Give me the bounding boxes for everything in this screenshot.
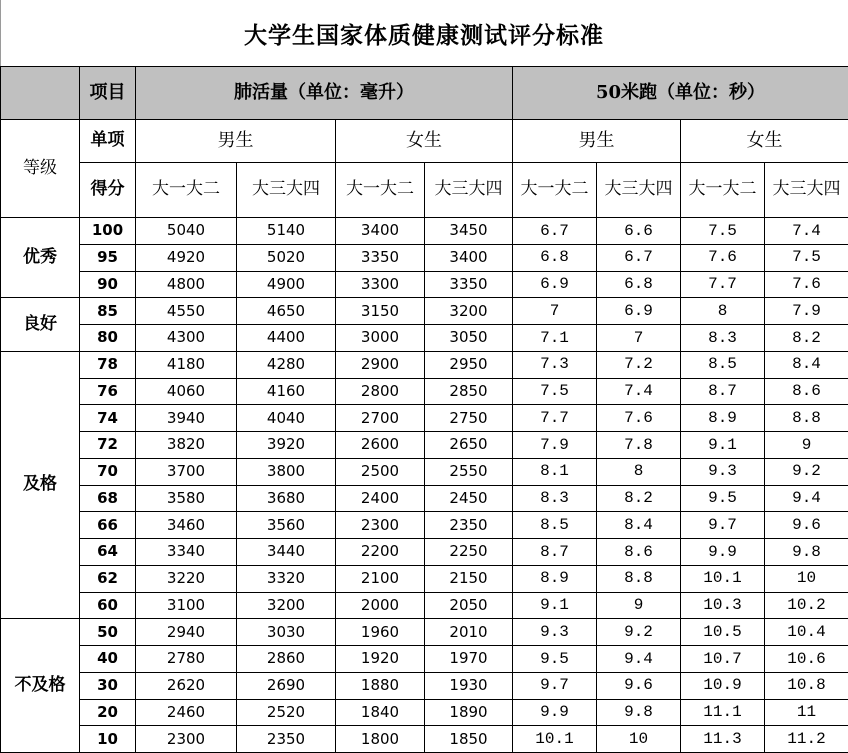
value-cell-rm12: 6.7 xyxy=(513,218,597,245)
value-cell-rm34: 9.8 xyxy=(597,699,681,726)
value-cell-vf34: 3400 xyxy=(425,244,513,271)
value-cell-vm34: 3030 xyxy=(237,619,336,646)
value-cell-rm34: 10 xyxy=(597,726,681,753)
value-cell-vm34: 5020 xyxy=(237,244,336,271)
value-cell-rm12: 7.9 xyxy=(513,432,597,459)
value-cell-rf34: 7.6 xyxy=(765,271,848,298)
value-cell-rf12: 10.1 xyxy=(681,565,765,592)
score-cell: 85 xyxy=(80,298,136,325)
value-cell-vf12: 2500 xyxy=(336,458,425,485)
value-cell-vm34: 3680 xyxy=(237,485,336,512)
value-cell-rm12: 7.1 xyxy=(513,325,597,352)
value-cell-vm34: 3920 xyxy=(237,432,336,459)
value-cell-rf34: 8.8 xyxy=(765,405,848,432)
table-row xyxy=(1,244,848,271)
run-female-y12-header: 大一大二 xyxy=(681,163,765,218)
value-cell-vm34: 4040 xyxy=(237,405,336,432)
value-cell-rf34: 11 xyxy=(765,699,848,726)
value-cell-rf34: 10.4 xyxy=(765,619,848,646)
header-row-years xyxy=(1,163,848,218)
table-row xyxy=(1,672,848,699)
value-cell-rm34: 9.6 xyxy=(597,672,681,699)
score-cell: 10 xyxy=(80,726,136,753)
value-cell-vf34: 1890 xyxy=(425,699,513,726)
run-male-header: 男生 xyxy=(513,120,681,163)
value-cell-rf34: 9.2 xyxy=(765,458,848,485)
value-cell-rf34: 10.6 xyxy=(765,646,848,673)
value-cell-rm34: 9.2 xyxy=(597,619,681,646)
value-cell-rf34: 8.4 xyxy=(765,351,848,378)
value-cell-rm12: 9.9 xyxy=(513,699,597,726)
value-cell-vf34: 2850 xyxy=(425,378,513,405)
value-cell-vf34: 2450 xyxy=(425,485,513,512)
single-item-label: 单项 xyxy=(80,120,136,163)
value-cell-vm34: 3200 xyxy=(237,592,336,619)
run-50m-header: 50米跑（单位：秒） xyxy=(513,67,848,120)
value-cell-vf12: 2800 xyxy=(336,378,425,405)
vital-female-y12-header: 大一大二 xyxy=(336,163,425,218)
value-cell-rf12: 9.5 xyxy=(681,485,765,512)
table-row xyxy=(1,432,848,459)
value-cell-rm12: 8.5 xyxy=(513,512,597,539)
score-cell: 64 xyxy=(80,539,136,566)
value-cell-rf12: 11.1 xyxy=(681,699,765,726)
value-cell-rf34: 7.9 xyxy=(765,298,848,325)
value-cell-rm12: 7 xyxy=(513,298,597,325)
value-cell-rm12: 9.7 xyxy=(513,672,597,699)
value-cell-vf34: 3450 xyxy=(425,218,513,245)
value-cell-rf34: 7.5 xyxy=(765,244,848,271)
vital-capacity-header: 肺活量（单位：毫升） xyxy=(136,67,513,120)
value-cell-rm34: 9.4 xyxy=(597,646,681,673)
value-cell-vf12: 1920 xyxy=(336,646,425,673)
value-cell-vm12: 4550 xyxy=(136,298,237,325)
run-male-y12-header: 大一大二 xyxy=(513,163,597,218)
value-cell-vm12: 2460 xyxy=(136,699,237,726)
value-cell-rf34: 9.6 xyxy=(765,512,848,539)
value-cell-rm34: 8.4 xyxy=(597,512,681,539)
value-cell-rf34: 11.2 xyxy=(765,726,848,753)
value-cell-vf34: 2650 xyxy=(425,432,513,459)
score-cell: 50 xyxy=(80,619,136,646)
score-cell: 76 xyxy=(80,378,136,405)
value-cell-vm12: 4920 xyxy=(136,244,237,271)
value-cell-vm12: 4180 xyxy=(136,351,237,378)
value-cell-rf12: 8.9 xyxy=(681,405,765,432)
value-cell-vm34: 4400 xyxy=(237,325,336,352)
table-row xyxy=(1,351,848,378)
value-cell-vm12: 2620 xyxy=(136,672,237,699)
value-cell-vf12: 2100 xyxy=(336,565,425,592)
score-cell: 74 xyxy=(80,405,136,432)
value-cell-vf12: 2700 xyxy=(336,405,425,432)
value-cell-vf12: 3000 xyxy=(336,325,425,352)
vital-female-y34-header: 大三大四 xyxy=(425,163,513,218)
value-cell-rf12: 8.3 xyxy=(681,325,765,352)
value-cell-vf34: 1930 xyxy=(425,672,513,699)
page-title: 大学生国家体质健康测试评分标准 xyxy=(244,21,604,49)
value-cell-rm12: 7.7 xyxy=(513,405,597,432)
value-cell-vf34: 2150 xyxy=(425,565,513,592)
score-cell: 60 xyxy=(80,592,136,619)
value-cell-vm34: 5140 xyxy=(237,218,336,245)
value-cell-rm12: 9.1 xyxy=(513,592,597,619)
table-row xyxy=(1,646,848,673)
value-cell-rf34: 9.8 xyxy=(765,539,848,566)
value-cell-vm12: 2300 xyxy=(136,726,237,753)
value-cell-rm34: 6.7 xyxy=(597,244,681,271)
value-cell-vf34: 3350 xyxy=(425,271,513,298)
value-cell-rm34: 6.6 xyxy=(597,218,681,245)
table-row xyxy=(1,218,848,245)
value-cell-rm12: 9.3 xyxy=(513,619,597,646)
value-cell-vm34: 2520 xyxy=(237,699,336,726)
value-cell-rm12: 6.8 xyxy=(513,244,597,271)
value-cell-rf12: 8 xyxy=(681,298,765,325)
value-cell-rm12: 7.5 xyxy=(513,378,597,405)
value-cell-vf12: 2600 xyxy=(336,432,425,459)
value-cell-vm34: 2350 xyxy=(237,726,336,753)
value-cell-vf34: 1970 xyxy=(425,646,513,673)
value-cell-vf12: 3350 xyxy=(336,244,425,271)
table-row xyxy=(1,726,848,753)
value-cell-vm34: 4160 xyxy=(237,378,336,405)
score-label: 得分 xyxy=(80,163,136,218)
value-cell-rm34: 7.2 xyxy=(597,351,681,378)
value-cell-rm34: 6.9 xyxy=(597,298,681,325)
value-cell-vf34: 2550 xyxy=(425,458,513,485)
value-cell-rm34: 8.6 xyxy=(597,539,681,566)
grade-cell: 及格 xyxy=(1,351,80,619)
value-cell-rm34: 6.8 xyxy=(597,271,681,298)
score-cell: 68 xyxy=(80,485,136,512)
value-cell-rm34: 7.6 xyxy=(597,405,681,432)
value-cell-rm34: 8.2 xyxy=(597,485,681,512)
value-cell-rf12: 7.5 xyxy=(681,218,765,245)
value-cell-rm34: 8 xyxy=(597,458,681,485)
value-cell-rf12: 9.3 xyxy=(681,458,765,485)
score-cell: 30 xyxy=(80,672,136,699)
value-cell-rm12: 9.5 xyxy=(513,646,597,673)
value-cell-rf34: 10.2 xyxy=(765,592,848,619)
value-cell-vm12: 3580 xyxy=(136,485,237,512)
value-cell-vf12: 2400 xyxy=(336,485,425,512)
value-cell-vf12: 1960 xyxy=(336,619,425,646)
value-cell-rm12: 8.9 xyxy=(513,565,597,592)
table-row xyxy=(1,325,848,352)
table-row xyxy=(1,298,848,325)
value-cell-vm12: 3700 xyxy=(136,458,237,485)
header-row-sections xyxy=(1,67,848,120)
value-cell-vf34: 1850 xyxy=(425,726,513,753)
value-cell-vf34: 3050 xyxy=(425,325,513,352)
value-cell-vf12: 1840 xyxy=(336,699,425,726)
score-cell: 100 xyxy=(80,218,136,245)
value-cell-rf34: 8.6 xyxy=(765,378,848,405)
value-cell-vf12: 1880 xyxy=(336,672,425,699)
value-cell-rf12: 9.1 xyxy=(681,432,765,459)
value-cell-rf12: 11.3 xyxy=(681,726,765,753)
score-cell: 40 xyxy=(80,646,136,673)
table-row xyxy=(1,539,848,566)
value-cell-rf34: 10.8 xyxy=(765,672,848,699)
value-cell-vm34: 3560 xyxy=(237,512,336,539)
table-row xyxy=(1,699,848,726)
value-cell-rf12: 10.9 xyxy=(681,672,765,699)
value-cell-vm12: 3220 xyxy=(136,565,237,592)
value-cell-rm34: 7 xyxy=(597,325,681,352)
grade-cell: 优秀 xyxy=(1,218,80,298)
value-cell-rm12: 8.3 xyxy=(513,485,597,512)
score-cell: 66 xyxy=(80,512,136,539)
table-row xyxy=(1,271,848,298)
vital-male-y34-header: 大三大四 xyxy=(237,163,336,218)
value-cell-vf34: 2950 xyxy=(425,351,513,378)
value-cell-vf34: 2750 xyxy=(425,405,513,432)
value-cell-vm34: 2690 xyxy=(237,672,336,699)
grade-cell: 良好 xyxy=(1,298,80,352)
value-cell-rf12: 10.5 xyxy=(681,619,765,646)
value-cell-rm34: 7.4 xyxy=(597,378,681,405)
value-cell-vm12: 3460 xyxy=(136,512,237,539)
vital-male-y12-header: 大一大二 xyxy=(136,163,237,218)
value-cell-rm34: 7.8 xyxy=(597,432,681,459)
value-cell-rf12: 8.7 xyxy=(681,378,765,405)
value-cell-vf34: 3200 xyxy=(425,298,513,325)
score-cell: 80 xyxy=(80,325,136,352)
vital-female-header: 女生 xyxy=(336,120,513,163)
score-cell: 78 xyxy=(80,351,136,378)
score-standard-table xyxy=(0,66,848,753)
value-cell-vm12: 4300 xyxy=(136,325,237,352)
run-female-y34-header: 大三大四 xyxy=(765,163,848,218)
value-cell-vm34: 4900 xyxy=(237,271,336,298)
table-row xyxy=(1,405,848,432)
vital-male-header: 男生 xyxy=(136,120,336,163)
value-cell-vm34: 4650 xyxy=(237,298,336,325)
value-cell-vm12: 5040 xyxy=(136,218,237,245)
grade-header: 等级 xyxy=(1,120,80,218)
value-cell-vm34: 3320 xyxy=(237,565,336,592)
value-cell-rm12: 10.1 xyxy=(513,726,597,753)
table-row xyxy=(1,378,848,405)
value-cell-vm34: 3800 xyxy=(237,458,336,485)
item-label: 项目 xyxy=(80,67,136,120)
value-cell-vf12: 2200 xyxy=(336,539,425,566)
value-cell-vm34: 2860 xyxy=(237,646,336,673)
value-cell-vf12: 3300 xyxy=(336,271,425,298)
table-row xyxy=(1,565,848,592)
value-cell-rf34: 8.2 xyxy=(765,325,848,352)
table-row xyxy=(1,619,848,646)
value-cell-rf12: 8.5 xyxy=(681,351,765,378)
value-cell-rf34: 9 xyxy=(765,432,848,459)
table-row xyxy=(1,592,848,619)
score-cell: 95 xyxy=(80,244,136,271)
value-cell-rf12: 7.6 xyxy=(681,244,765,271)
value-cell-rf34: 7.4 xyxy=(765,218,848,245)
value-cell-rm12: 8.1 xyxy=(513,458,597,485)
value-cell-vf12: 3400 xyxy=(336,218,425,245)
value-cell-rm34: 9 xyxy=(597,592,681,619)
value-cell-vm12: 4060 xyxy=(136,378,237,405)
value-cell-rf34: 9.4 xyxy=(765,485,848,512)
value-cell-vf34: 2050 xyxy=(425,592,513,619)
value-cell-rf34: 10 xyxy=(765,565,848,592)
value-cell-vm34: 4280 xyxy=(237,351,336,378)
value-cell-vm12: 2780 xyxy=(136,646,237,673)
value-cell-vf12: 2900 xyxy=(336,351,425,378)
score-cell: 70 xyxy=(80,458,136,485)
grade-cell: 不及格 xyxy=(1,619,80,753)
value-cell-vm12: 3340 xyxy=(136,539,237,566)
value-cell-vf34: 2350 xyxy=(425,512,513,539)
value-cell-rf12: 7.7 xyxy=(681,271,765,298)
value-cell-rm12: 7.3 xyxy=(513,351,597,378)
run-female-header: 女生 xyxy=(681,120,848,163)
value-cell-vm34: 3440 xyxy=(237,539,336,566)
value-cell-rm12: 6.9 xyxy=(513,271,597,298)
value-cell-vm12: 4800 xyxy=(136,271,237,298)
value-cell-vf34: 2250 xyxy=(425,539,513,566)
score-cell: 20 xyxy=(80,699,136,726)
header-row-gender xyxy=(1,120,848,163)
value-cell-rf12: 10.7 xyxy=(681,646,765,673)
table-row xyxy=(1,512,848,539)
value-cell-vm12: 2940 xyxy=(136,619,237,646)
score-cell: 72 xyxy=(80,432,136,459)
value-cell-vf12: 2300 xyxy=(336,512,425,539)
value-cell-vm12: 3940 xyxy=(136,405,237,432)
value-cell-rm12: 8.7 xyxy=(513,539,597,566)
run-male-y34-header: 大三大四 xyxy=(597,163,681,218)
value-cell-vf12: 1800 xyxy=(336,726,425,753)
value-cell-vm12: 3100 xyxy=(136,592,237,619)
score-cell: 62 xyxy=(80,565,136,592)
value-cell-vm12: 3820 xyxy=(136,432,237,459)
table-row xyxy=(1,458,848,485)
value-cell-vf12: 2000 xyxy=(336,592,425,619)
value-cell-vf34: 2010 xyxy=(425,619,513,646)
value-cell-rf12: 9.7 xyxy=(681,512,765,539)
value-cell-rm34: 8.8 xyxy=(597,565,681,592)
score-cell: 90 xyxy=(80,271,136,298)
table-row xyxy=(1,485,848,512)
value-cell-rf12: 9.9 xyxy=(681,539,765,566)
header-corner xyxy=(1,67,80,120)
value-cell-rf12: 10.3 xyxy=(681,592,765,619)
value-cell-vf12: 3150 xyxy=(336,298,425,325)
